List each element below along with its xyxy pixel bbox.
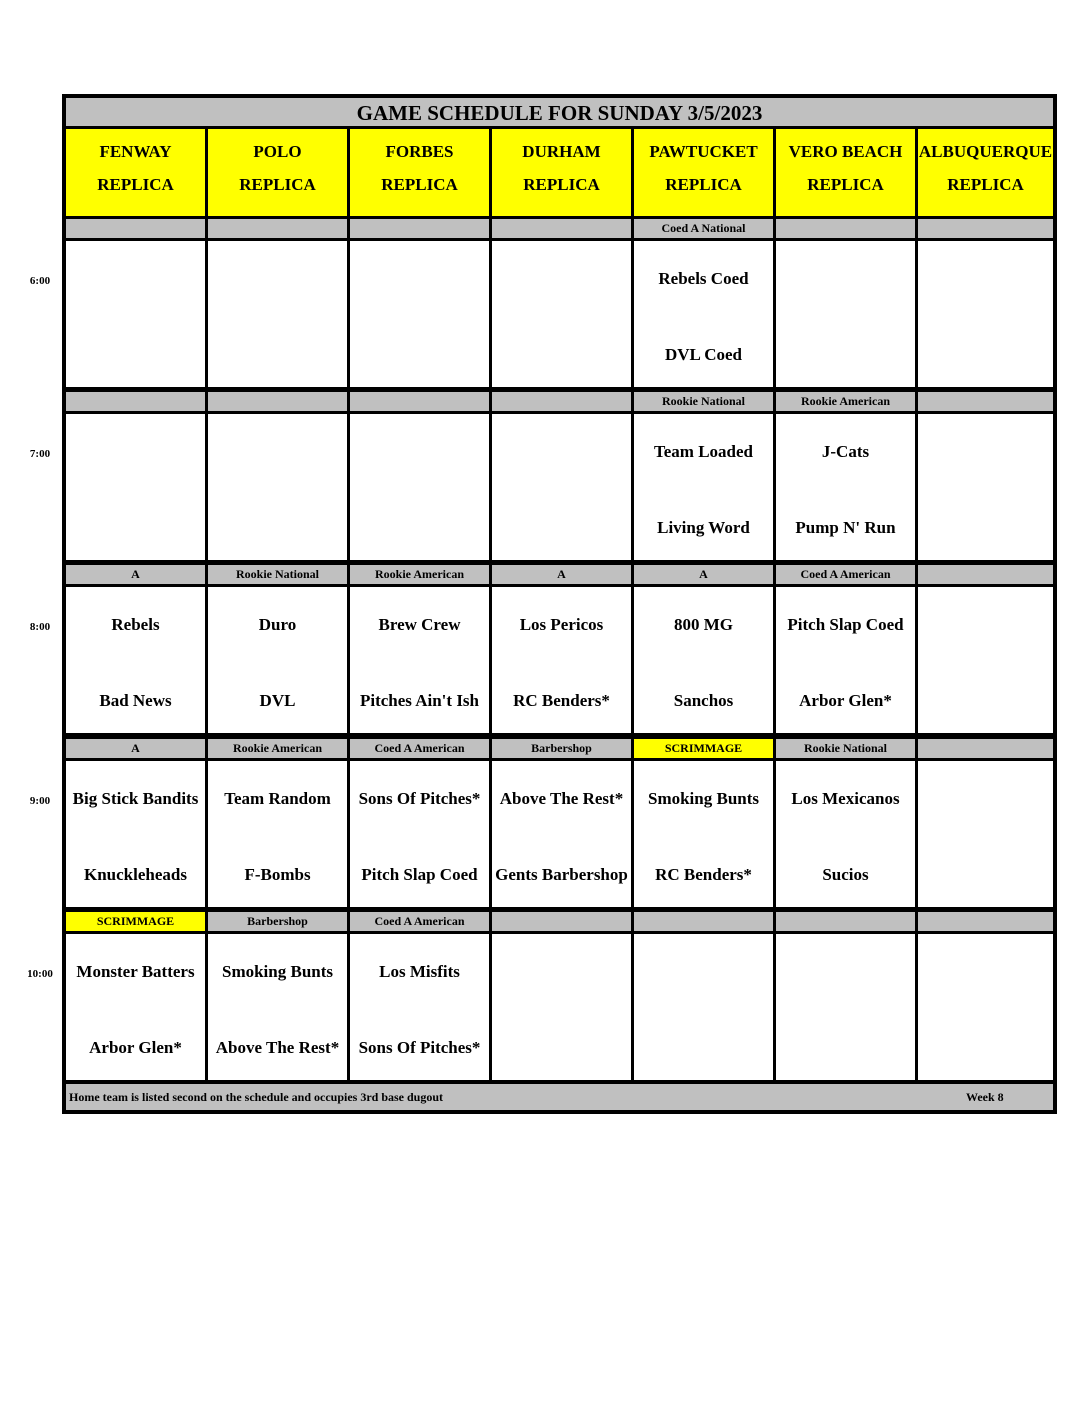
home-team: Bad News bbox=[99, 691, 172, 710]
division-label: Coed A American bbox=[350, 739, 489, 758]
division-label: A bbox=[66, 565, 205, 584]
division-label bbox=[350, 219, 489, 238]
game-cell bbox=[66, 761, 205, 907]
division-label: Rookie National bbox=[776, 739, 915, 758]
away-team: Rebels Coed bbox=[658, 269, 749, 288]
field-header bbox=[350, 129, 489, 216]
away-team: Rebels bbox=[111, 615, 160, 634]
away-team: 800 MG bbox=[673, 615, 734, 634]
away-team: Big Stick Bandits bbox=[72, 789, 199, 808]
division-label bbox=[66, 219, 205, 238]
division-label bbox=[66, 392, 205, 411]
footer-note: Home team is listed second on the schedule and occupies 3rd base dugout bbox=[69, 1090, 444, 1104]
field-header bbox=[66, 129, 205, 216]
game-cell bbox=[350, 587, 489, 733]
division-label bbox=[918, 912, 1053, 931]
division-label: A bbox=[492, 565, 631, 584]
field-name: PAWTUCKET bbox=[649, 142, 758, 161]
division-label bbox=[776, 912, 915, 931]
home-team: Living Word bbox=[657, 518, 750, 537]
game-cell bbox=[918, 761, 1053, 907]
field-type: REPLICA bbox=[947, 175, 1024, 194]
game-cell bbox=[66, 587, 205, 733]
game-cell bbox=[918, 414, 1053, 560]
game-cell bbox=[350, 241, 489, 387]
away-team: Los Misfits bbox=[379, 962, 460, 981]
field-header bbox=[918, 129, 1053, 216]
game-cell bbox=[776, 241, 915, 387]
field-name: DURHAM bbox=[522, 142, 601, 161]
field-name: FENWAY bbox=[99, 142, 172, 161]
away-team: Pitch Slap Coed bbox=[787, 615, 904, 634]
game-cell bbox=[492, 934, 631, 1080]
game-cell bbox=[492, 587, 631, 733]
division-label: Coed A American bbox=[776, 565, 915, 584]
away-team: Sons Of Pitches* bbox=[358, 789, 481, 808]
week-label: Week 8 bbox=[966, 1090, 1004, 1104]
division-label: Barbershop bbox=[492, 739, 631, 758]
time-label: 8:00 bbox=[29, 621, 51, 633]
field-type: REPLICA bbox=[239, 175, 316, 194]
division-label: Coed A American bbox=[350, 912, 489, 931]
division-label: Rookie National bbox=[634, 392, 773, 411]
time-label: 6:00 bbox=[29, 275, 51, 287]
game-cell bbox=[208, 241, 347, 387]
field-name: FORBES bbox=[385, 142, 454, 161]
field-header bbox=[208, 129, 347, 216]
away-team: Los Mexicanos bbox=[791, 789, 900, 808]
home-team: Above The Rest* bbox=[215, 1038, 340, 1057]
division-label: SCRIMMAGE bbox=[66, 912, 205, 931]
game-cell bbox=[918, 587, 1053, 733]
division-label: Rookie American bbox=[350, 565, 489, 584]
away-team: Team Loaded bbox=[653, 442, 754, 461]
game-cell bbox=[776, 934, 915, 1080]
field-header bbox=[492, 129, 631, 216]
home-team: Sucios bbox=[822, 865, 869, 884]
division-label bbox=[918, 219, 1053, 238]
division-label bbox=[492, 392, 631, 411]
game-cell bbox=[208, 761, 347, 907]
division-label bbox=[350, 392, 489, 411]
game-cell bbox=[66, 241, 205, 387]
game-cell bbox=[208, 587, 347, 733]
field-name: VERO BEACH bbox=[788, 142, 903, 161]
away-team: Above The Rest* bbox=[499, 789, 624, 808]
game-cell bbox=[776, 587, 915, 733]
game-cell bbox=[634, 241, 773, 387]
game-cell bbox=[208, 414, 347, 560]
home-team: RC Benders* bbox=[513, 691, 610, 710]
game-cell bbox=[776, 761, 915, 907]
time-label: 7:00 bbox=[29, 448, 51, 460]
home-team: Sanchos bbox=[673, 691, 734, 710]
away-team: Duro bbox=[258, 615, 297, 634]
field-type: REPLICA bbox=[523, 175, 600, 194]
division-label: Coed A National bbox=[634, 219, 773, 238]
home-team: Gents Barbershop bbox=[495, 865, 628, 884]
home-team: Arbor Glen* bbox=[89, 1038, 182, 1057]
division-label bbox=[208, 392, 347, 411]
home-team: DVL bbox=[259, 691, 296, 710]
game-cell bbox=[66, 934, 205, 1080]
field-header bbox=[634, 129, 773, 216]
away-team: Smoking Bunts bbox=[221, 962, 334, 981]
game-cell bbox=[634, 934, 773, 1080]
away-team: Brew Crew bbox=[378, 615, 461, 634]
game-cell bbox=[918, 241, 1053, 387]
game-cell bbox=[350, 761, 489, 907]
division-label: Rookie American bbox=[208, 739, 347, 758]
home-team: RC Benders* bbox=[655, 865, 752, 884]
schedule-title: GAME SCHEDULE FOR SUNDAY 3/5/2023 bbox=[66, 98, 1053, 129]
division-label bbox=[918, 565, 1053, 584]
division-label: Barbershop bbox=[208, 912, 347, 931]
division-label bbox=[918, 392, 1053, 411]
away-team: Team Random bbox=[224, 789, 331, 808]
game-cell bbox=[350, 414, 489, 560]
away-team: Smoking Bunts bbox=[647, 789, 760, 808]
game-cell bbox=[918, 934, 1053, 1080]
division-label: SCRIMMAGE bbox=[634, 739, 773, 758]
division-label bbox=[634, 912, 773, 931]
division-label bbox=[918, 739, 1053, 758]
division-label bbox=[492, 219, 631, 238]
field-name: POLO bbox=[253, 142, 302, 161]
division-label bbox=[492, 912, 631, 931]
game-cell bbox=[350, 934, 489, 1080]
division-label: A bbox=[634, 565, 773, 584]
time-label: 10:00 bbox=[27, 968, 53, 980]
home-team: Sons Of Pitches* bbox=[358, 1038, 481, 1057]
game-cell bbox=[492, 761, 631, 907]
away-team: Monster Batters bbox=[76, 962, 195, 981]
division-label: Rookie National bbox=[208, 565, 347, 584]
time-label: 9:00 bbox=[29, 795, 51, 807]
division-label bbox=[208, 219, 347, 238]
field-type: REPLICA bbox=[665, 175, 742, 194]
game-cell bbox=[208, 934, 347, 1080]
division-label: A bbox=[66, 739, 205, 758]
field-header bbox=[776, 129, 915, 216]
away-team: Los Pericos bbox=[519, 615, 604, 634]
game-cell bbox=[492, 414, 631, 560]
home-team: DVL Coed bbox=[665, 345, 742, 364]
schedule-table bbox=[62, 94, 1057, 1114]
away-team: J-Cats bbox=[821, 442, 870, 461]
game-cell bbox=[634, 414, 773, 560]
home-team: Pump N' Run bbox=[795, 518, 896, 537]
game-cell bbox=[776, 414, 915, 560]
field-type: REPLICA bbox=[381, 175, 458, 194]
home-team: Pitch Slap Coed bbox=[361, 865, 478, 884]
field-name: ALBUQUERQUE bbox=[918, 142, 1053, 161]
game-cell bbox=[66, 414, 205, 560]
game-cell bbox=[492, 241, 631, 387]
home-team: Knuckleheads bbox=[84, 865, 187, 884]
home-team: F-Bombs bbox=[244, 865, 311, 884]
division-label bbox=[776, 219, 915, 238]
schedule-footer bbox=[66, 1084, 1053, 1110]
field-type: REPLICA bbox=[807, 175, 884, 194]
game-cell bbox=[634, 761, 773, 907]
field-type: REPLICA bbox=[97, 175, 174, 194]
home-team: Arbor Glen* bbox=[799, 691, 892, 710]
game-cell bbox=[634, 587, 773, 733]
division-label: Rookie American bbox=[776, 392, 915, 411]
home-team: Pitches Ain't Ish bbox=[359, 691, 480, 710]
